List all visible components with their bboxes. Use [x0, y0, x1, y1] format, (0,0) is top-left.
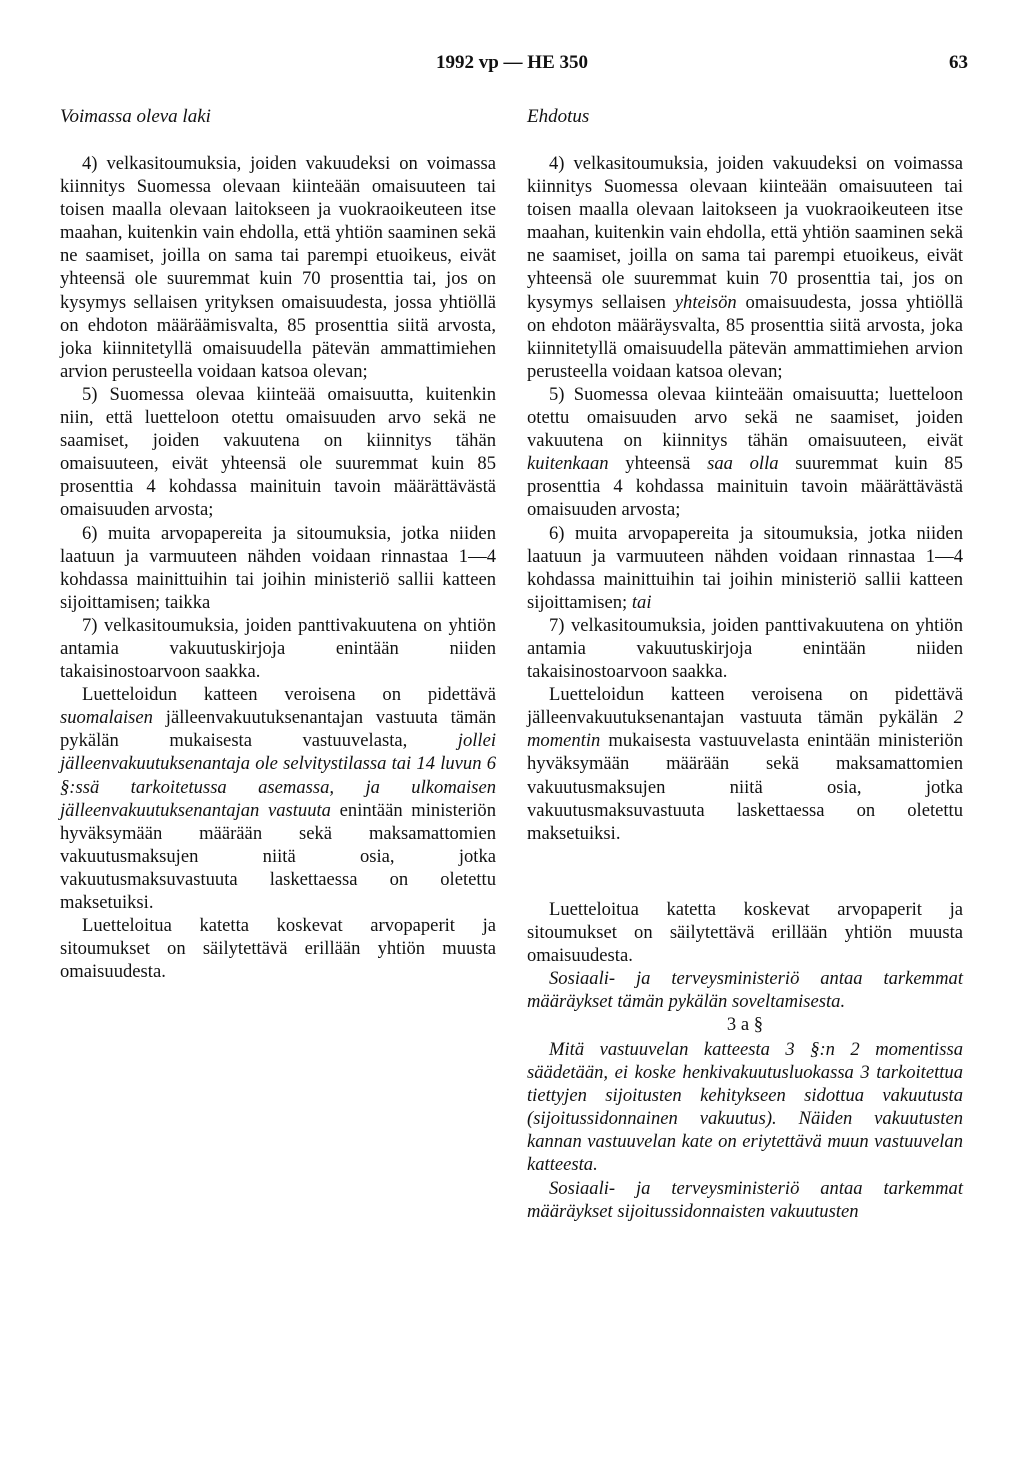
text: kuitenkaan — [527, 453, 609, 475]
section-number: 3 a § — [726, 1014, 764, 1035]
paragraph — [527, 1177, 963, 1223]
paragraph — [527, 522, 963, 614]
text: saa olla — [707, 453, 779, 475]
proposal-column — [527, 152, 963, 845]
text: jälleenvakuutuksenantajan vastuuta tämän pykälän mukaisesta vastuuvelasta, — [60, 707, 496, 752]
text: omaisuudesta, jossa yhtiöllä on ehdoton määräysvalta, 85 prosenttia siitä arvosta, joka kiinnitetyllä omaisuudella pätevän ammattimiehen arvion perusteella voidaan katsoa olevan; — [527, 291, 964, 382]
paragraph: 4) velkasitoumuksia, joiden vakuudeksi on voimassa kiinnitys Suomessa olevaan kiinteään omaisuuteen tai toisen maalla olevaan laitokseen ja vuokraoikeuteen itse maahan, kuitenkin vain ehdolla, että yhtiön saaminen sekä ne saamiset, joilla on sama tai parempi etuoikeus, eivät yhteensä ole suuremmat kuin 70 prosenttia tai, jos on kysymys sellaisen yrityksen omaisuudesta, jossa yhtiöllä on ehdoton määräämisvalta, 85 prosenttia siitä arvosta, joka kiinnitetyllä omaisuudella pätevän ammattimiehen arvion perusteella voidaan katsoa olevan; — [60, 153, 496, 382]
page-number: 63 — [949, 52, 968, 73]
text: 5) Suomessa olevaa kiinteään omaisuutta; luetteloon otettu omaisuuden arvo sekä ne saamiset, joiden vakuutena on kiinnitys tähän omaisuuteen, eivät — [527, 383, 963, 452]
proposal-column-continued — [527, 898, 963, 1013]
text: yhteensä — [625, 453, 691, 475]
paragraph: 6) muita arvopapereita ja sitoumuksia, jotka niiden laatuun ja varmuuteen nähden voidaan rinnastaa 1—4 kohdassa mainittuihin tai joihin ministeriö sallii katteen sijoittamisen; taikka — [60, 522, 496, 613]
current-law-column — [60, 152, 496, 983]
paragraph: Luetteloitua katetta koskevat arvopaperit ja sitoumukset on säilytettävä erillään yhtiön muusta omaisuudesta. — [60, 915, 496, 983]
paragraph — [527, 1038, 963, 1177]
text: Sosiaali- ja terveysministeriö antaa tarkemmat määräykset tämän pykälän soveltamisesta. — [527, 968, 963, 1013]
document-reference: 1992 vp — HE 350 — [435, 52, 589, 73]
text: 6) muita arvopapereita ja sitoumuksia, jotka niiden laatuun ja varmuuteen nähden voidaan rinnastaa 1—4 kohdassa mainittuihin tai joihin ministeriö sallii katteen sijoittamisen; — [527, 522, 963, 613]
text: mukaisesta vastuuvelasta enintään ministeriön hyväksymään määrään sekä maksamattomien vakuutusmaksujen niitä osia, jotka vakuutusmaksuvastuuta laskettaessa on oletettu maksetuiksi. — [527, 730, 963, 844]
text: Luetteloidun katteen veroisena on pidettävä — [82, 684, 496, 706]
paragraph: 7) velkasitoumuksia, joiden panttivakuutena on yhtiön antamia vakuutuskirjoja enintään niiden takaisinostoarvoon saakka. — [60, 614, 496, 683]
paragraph — [527, 152, 963, 383]
paragraph — [60, 683, 496, 914]
text: suuremmat kuin 85 prosenttia 4 kohdassa mainituin tavoin määrättävästä omaisuuden arvosta; — [527, 453, 963, 521]
text: 2 momentin — [527, 707, 963, 752]
page-header — [0, 52, 1024, 82]
paragraph — [527, 683, 963, 845]
left-column-title: Voimassa oleva laki — [60, 106, 211, 127]
text: jollei jälleenvakuutuksenantaja ole selvitystilassa tai 14 luvun 6 §:ssä tarkoitetussa asemassa, ja ulkomaisen jälleenvakuutuksenantajan vastuuta — [60, 730, 496, 821]
text: Sosiaali- ja terveysministeriö antaa tarkemmat määräykset sijoitussidonnaisten vakuutusten — [527, 1177, 963, 1222]
paragraph — [527, 967, 963, 1013]
paragraph — [527, 383, 963, 522]
right-column-title: Ehdotus — [527, 106, 590, 127]
text: Luetteloidun katteen veroisena on pidettävä jälleenvakuutuksenantajan vastuuta tämän pykälän — [527, 684, 963, 729]
text: yhteisön — [674, 291, 737, 313]
new-section-text — [527, 1038, 963, 1223]
text: Mitä vastuuvelan katteesta 3 §:n 2 momentissa säädetään, ei koske henkivakuutusluokassa 3 tarkoitettua tiettyjen sijoitusten kehitykseen sidottua vakuutusta (sijoitussidonnainen vakuutus). Näiden vakuutusten kannan vastuuvelan kate on eriytettävä muun vastuuvelan katteesta. — [527, 1039, 963, 1176]
text: suomalaisen — [60, 707, 153, 729]
paragraph: Luetteloitua katetta koskevat arvopaperit ja sitoumukset on säilytettävä erillään yhtiön muusta omaisuudesta. — [527, 899, 963, 967]
text: enintään ministeriön hyväksymään määrään sekä maksamattomien vakuutusmaksujen niitä osia, jotka vakuutusmaksuvastuuta laskettaessa on oletettu maksetuiksi. — [60, 799, 496, 913]
text: tai — [631, 591, 652, 613]
text: 4) velkasitoumuksia, joiden vakuudeksi on voimassa kiinnitys Suomessa olevaan kiinteään omaisuuteen tai toisen maalla olevaan laitokseen ja vuokraoikeuteen itse maahan, kuitenkin vain ehdolla, että yhtiön saaminen sekä ne saamiset, joilla on sama tai parempi etuoikeus, eivät yhteensä ole suuremmat kuin 70 prosenttia tai, jos on kysymys sellaisen — [527, 153, 963, 313]
paragraph: 5) Suomessa olevaa kiinteää omaisuutta, kuitenkin niin, että luetteloon otettu omaisuuden arvo sekä ne saamiset, joiden vakuutena on kiinnitys tähän omaisuuteen, eivät yhteensä ole suuremmat kuin 85 prosenttia 4 kohdassa mainituin tavoin määrättävästä omaisuuden arvosta; — [60, 383, 496, 521]
paragraph: 7) velkasitoumuksia, joiden panttivakuutena on yhtiön antamia vakuutuskirjoja enintään niiden takaisinostoarvoon saakka. — [527, 614, 963, 683]
